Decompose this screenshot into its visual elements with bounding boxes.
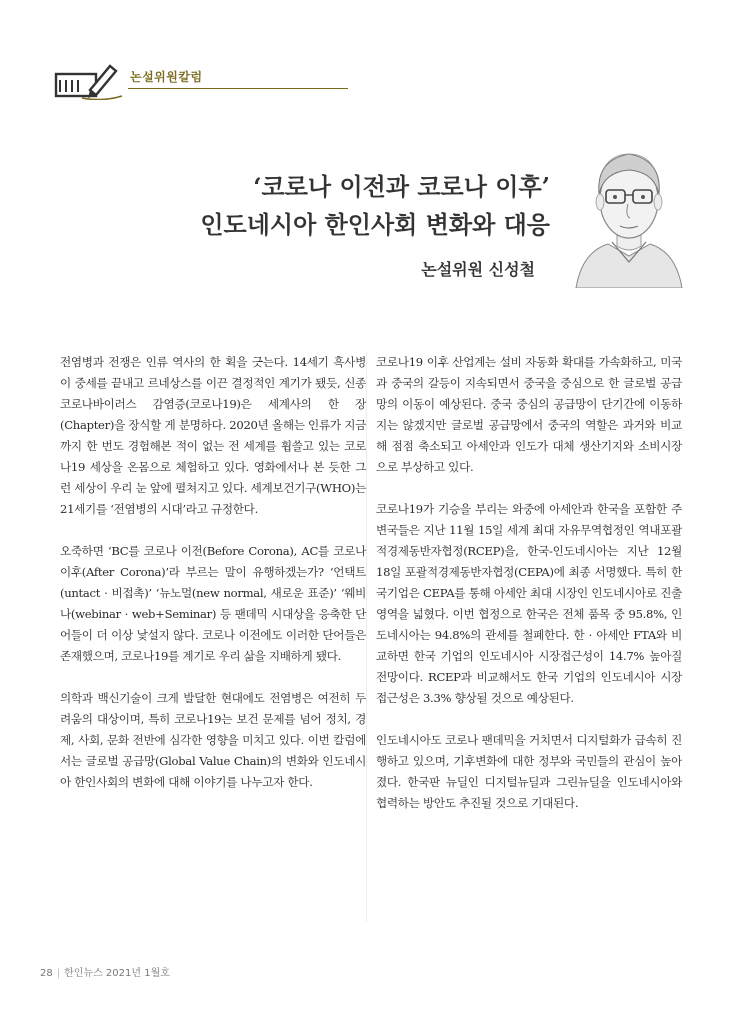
publication-name: 한인뉴스 2021년 1월호 [64,968,170,979]
paragraph: 오죽하면 ‘BC를 코로나 이전(Before Corona), AC를 코로나 이후(After Corona)’라 부르는 말이 유행하겠는가? ‘언택트(untact · 비접촉)’ ‘뉴노멀(new normal, 새로운 표준)’ ‘웨비나(webinar · web+Seminar) 등 팬데믹 시대상을 응축한 단어들이 더 이상 낯설지 않다. 코로나 이전에도 이러한 단어들은 존재했으며, 코로나19를 계기로 우리 삶을 지배하게 됐다. [60,544,366,663]
title-line-1: ‘코로나 이전과 코로나 이후’ [253,172,550,201]
footer-separator: | [56,968,61,979]
author-portrait-sketch [568,124,690,288]
section-label: 논설위원칼럼 [130,70,203,84]
article-column-right [376,352,682,814]
author-byline: 논설위원 신성철 [421,260,535,279]
paragraph: 의학과 백신기술이 크게 발달한 현대에도 전염병은 여전히 두려움의 대상이며, 특히 코로나19는 보건 문제를 넘어 정치, 경제, 사회, 문화 전반에 심각한 영향을 미치고 있다. 이번 칼럼에서는 글로벌 공급망(Global Value Chain)의 변화와 인도네시아 한인사회의 변화에 대해 이야기를 나누고자 한다. [60,691,366,789]
page-footer [40,964,170,979]
article-column-left [60,352,366,793]
paragraph: 전염병과 전쟁은 인류 역사의 한 획을 긋는다. 14세기 흑사병이 중세를 끝내고 르네상스를 이끈 결정적인 계기가 됐듯, 신종 코로나바이러스 감염증(코로나19)은 세계사의 한 장(Chapter)을 장식할 게 분명하다. 2020년 올해는 인류가 지금까지 한 번도 경험해본 적이 없는 전 세계를 휩쓸고 있는 코로나19 세상을 온몸으로 체험하고 있다. 영화에서나 본 듯한 그런 세상이 우리 눈 앞에 펼쳐지고 있다. 세계보건기구(WHO)는 21세기를 ‘전염병의 시대’라고 규정한다. [60,355,366,516]
paragraph: 인도네시아도 코로나 팬데믹을 거치면서 디지털화가 급속히 진행하고 있으며, 기후변화에 대한 정부와 국민들의 관심이 높아졌다. 한국판 뉴딜인 디지털뉴딜과 그린뉴딜을 인도네시아와 협력하는 방안도 추진될 것으로 기대된다. [376,733,682,810]
article-title [140,168,550,244]
title-line-2: 인도네시아 한인사회 변화와 대응 [200,210,550,239]
writing-pen-icon [52,60,122,100]
paragraph: 코로나19 이후 산업계는 설비 자동화 확대를 가속화하고, 미국과 중국의 갈등이 지속되면서 중국을 중심으로 한 글로벌 공급망의 이동이 예상된다. 중국 중심의 공급망이 단기간에 이동하지는 않겠지만 글로벌 공급망에서 중국의 역할은 과거와 비교해 점점 축소되고 아세안과 인도가 대체 생산기지와 소비시장으로 부상하고 있다. [376,355,682,474]
page-number: 28 [40,968,53,979]
column-divider [366,352,367,922]
paragraph: 코로나19가 기승을 부리는 와중에 아세안과 한국을 포함한 주변국들은 지난 11월 15일 세계 최대 자유무역협정인 역내포괄적경제동반자협정(RCEP)을, 한국-인도네시아는 지난 12월 18일 포괄적경제동반자협정(CEPA)에 최종 서명했다. 특히 한국기업은 CEPA를 통해 아세안 최대 시장인 인도네시아로 진출 영역을 넓혔다. 이번 협정으로 한국은 전체 품목 중 95.8%, 인도네시아는 94.8%의 관세를 철폐한다. 한 · 아세안 FTA와 비교하면 한국 기업의 인도네시아 시장접근성이 14.7% 높아질 전망이다. RCEP과 비교해서도 한국 기업의 인도네시아 시장접근성은 3.3% 향상될 것으로 예상된다. [376,502,682,705]
header-rule [128,88,348,89]
section-header [52,60,348,100]
